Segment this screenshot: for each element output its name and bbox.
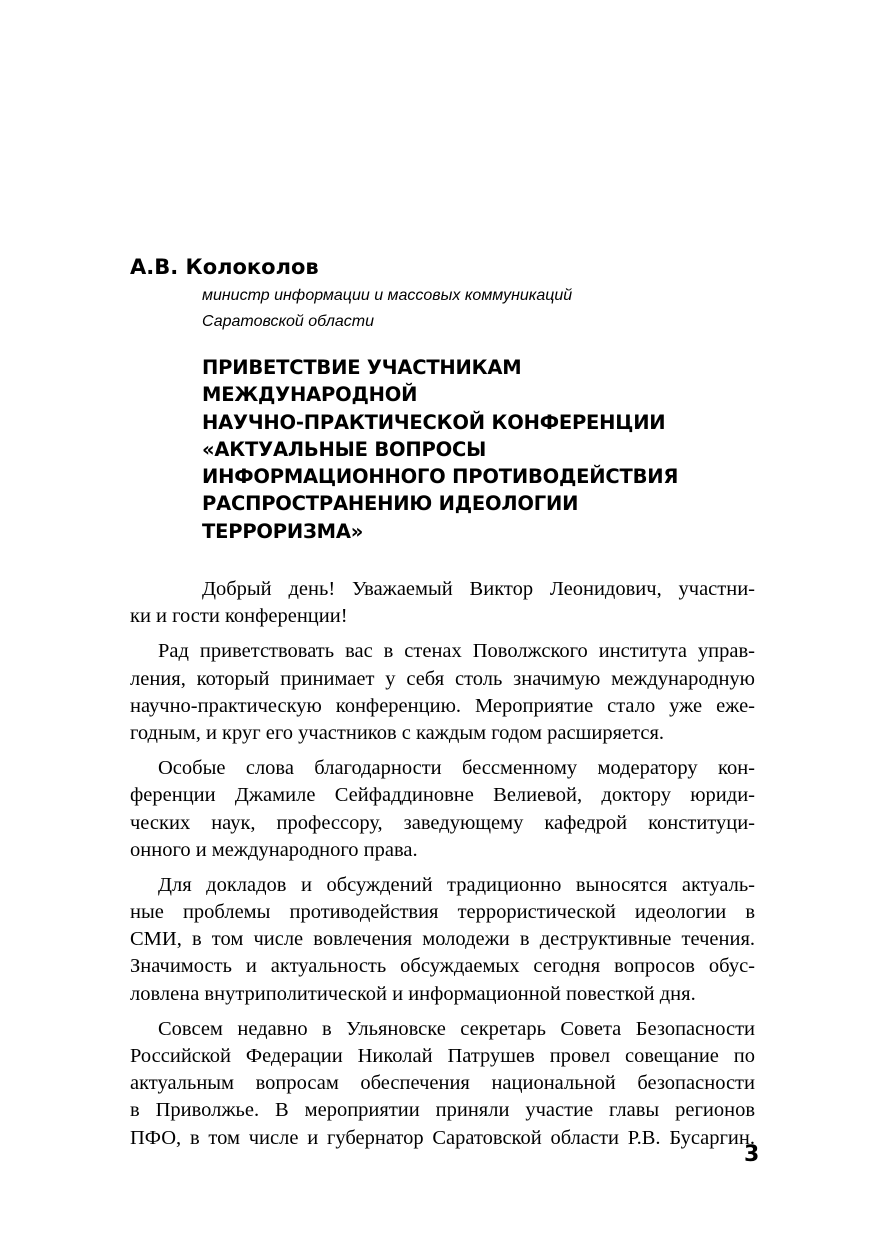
body-line: в Приволжье. В мероприятии приняли участие главы регионов (130, 1099, 755, 1122)
paragraph-gratitude (130, 755, 755, 864)
body-line: СМИ, в том числе вовлечения молодежи в деструктивные течения. (130, 928, 755, 951)
body-line: ческих наук, профессору, заведующему кафедрой конституци- (130, 811, 755, 834)
body-line: ки и гости конференции! (130, 605, 348, 628)
body-line: онного и международного права. (130, 838, 418, 861)
body-line: актуальным вопросам обеспечения национальной безопасности (130, 1072, 755, 1095)
paragraph-welcome (130, 638, 755, 747)
body-line: ные проблемы противодействия террористической идеологии в (130, 901, 755, 924)
body-line: Совсем недавно в Ульяновске секретарь Совета Безопасности (158, 1017, 755, 1040)
body-line: Добрый день! Уважаемый Виктор Леонидович, участни- (202, 578, 755, 600)
paragraph-meeting (130, 1016, 755, 1152)
body-line: годным, и круг его участников с каждым годом расширяется. (130, 721, 665, 744)
body-line: Рад приветствовать вас в стенах Поволжского института управ- (158, 640, 755, 663)
title-line: «АКТУАЛЬНЫЕ ВОПРОСЫ (202, 437, 487, 461)
body-line: ференции Джамиле Сейфаддиновне Велиевой, доктору юриди- (130, 784, 755, 807)
article-body (130, 576, 755, 1152)
title-line: ИНФОРМАЦИОННОГО ПРОТИВОДЕЙСТВИЯ (202, 465, 679, 489)
body-line: Значимость и актуальность обсуждаемых сегодня вопросов обус- (130, 955, 755, 978)
author-position-line: министр информации и массовых коммуникаций (202, 287, 573, 304)
title-line: ПРИВЕТСТВИЕ УЧАСТНИКАМ (202, 356, 522, 379)
page-number: 3 (744, 1142, 760, 1167)
body-line: ления, который принимает у себя столь значимую международную (130, 667, 755, 690)
title-line: МЕЖДУНАРОДНОЙ (202, 383, 418, 407)
article-title (202, 354, 762, 545)
author-position-line: Саратовской области (202, 313, 374, 330)
title-line: НАУЧНО-ПРАКТИЧЕСКОЙ КОНФЕРЕНЦИИ (202, 410, 666, 434)
body-line: ловлена внутриполитической и информационной повесткой дня. (130, 982, 696, 1005)
paragraph-greeting (130, 576, 755, 630)
title-line: РАСПРОСТРАНЕНИЮ ИДЕОЛОГИИ (202, 492, 579, 516)
author-name: А.В. Колоколов (130, 255, 319, 279)
title-line: ТЕРРОРИЗМА» (202, 519, 364, 543)
body-line: Особые слова благодарности бессменному модератору кон- (158, 757, 755, 780)
paragraph-topics (130, 872, 755, 1008)
body-line: научно-практическую конференцию. Мероприятие стало уже еже- (130, 694, 755, 717)
body-line: Для докладов и обсуждений традиционно выносятся актуаль- (158, 873, 755, 896)
body-line: Российской Федерации Николай Патрушев провел совещание по (130, 1045, 755, 1067)
body-line: ПФО, в том числе и губернатор Саратовской области Р.В. Бусаргин. (130, 1126, 755, 1149)
author-position (202, 283, 572, 335)
